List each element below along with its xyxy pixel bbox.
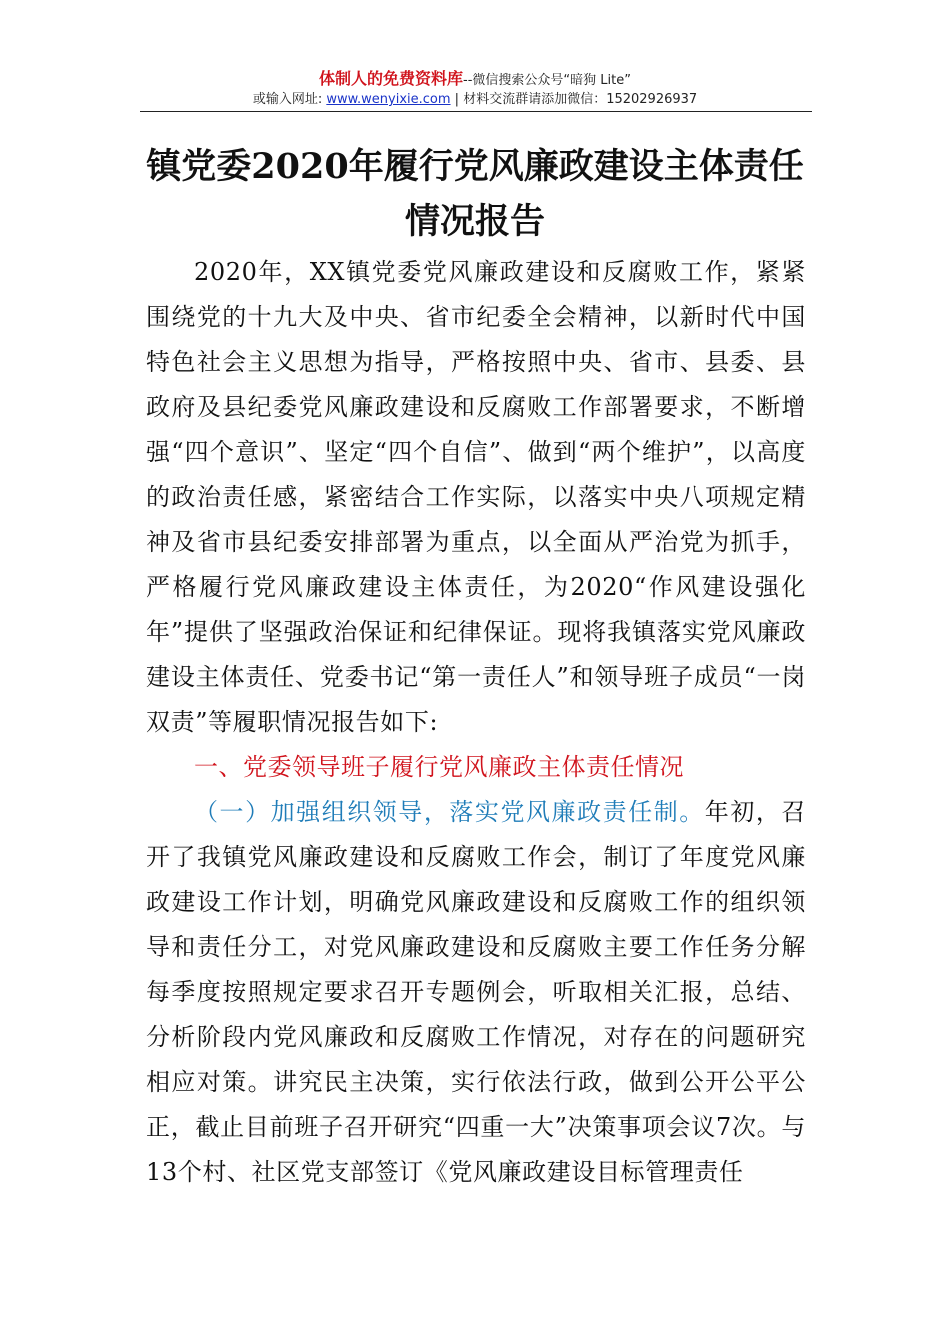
subsection-1-paragraph: [146, 790, 806, 1195]
header-divider: [140, 111, 812, 112]
subsection-1-text: 年初，召开了我镇党风廉政建设和反腐败工作会，制订了年度党风廉政建设工作计划，明确党风廉政建设和反腐败工作的组织领导和责任分工，对党风廉政建设和反腐败主要工作任务分解每季度按照规定要求召开专题例会，听取相关汇报，总结、分析阶段内党风廉政和反腐败工作情况，对存在的问题研究相应对策。讲究民主决策，实行依法行政，做到公开公平公正，截止目前班子召开研究“四重一大”决策事项会议7次。与13个村、社区党支部签订《党风廉政建设目标管理责任: [146, 798, 806, 1186]
subsection-1-heading: （一）加强组织领导，落实党风廉政责任制。: [194, 798, 705, 826]
header-brand: 体制人的免费资料库: [319, 69, 464, 88]
header-line-2: [0, 90, 950, 110]
header-contact: | 材料交流群请添加微信：15202926937: [450, 92, 698, 107]
doc-title-line-1: 镇党委2020年履行党风廉政建设主体责任: [146, 146, 804, 187]
intro-paragraph: 2020年，XX镇党委党风廉政建设和反腐败工作，紧紧围绕党的十九大及中央、省市纪委全会精神，以新时代中国特色社会主义思想为指导，严格按照中央、省市、县委、县政府及县纪委党风廉政建设和反腐败工作部署要求，不断增强“四个意识”、坚定“四个自信”、做到“两个维护”，以高度的政治责任感，紧密结合工作实际，以落实中央八项规定精神及省市县纪委安排部署为重点，以全面从严治党为抓手，严格履行党风廉政建设主体责任，为2020“作风建设强化年”提供了坚强政治保证和纪律保证。现将我镇落实党风廉政建设主体责任、党委书记“第一责任人”和领导班子成员“一岗双责”等履职情况报告如下:: [146, 258, 806, 736]
header-line-1: [0, 68, 950, 92]
header-wechat-hint: --微信搜索公众号“暗狗 Lite”: [463, 73, 631, 88]
header-url-link[interactable]: www.wenyixie.com: [326, 92, 451, 107]
header-url-prefix: 或输入网址:: [252, 92, 327, 107]
section-1-heading: 一、党委领导班子履行党风廉政主体责任情况: [194, 753, 684, 781]
doc-body: [146, 250, 806, 1195]
doc-title-line-2: 情况报告: [404, 201, 545, 242]
